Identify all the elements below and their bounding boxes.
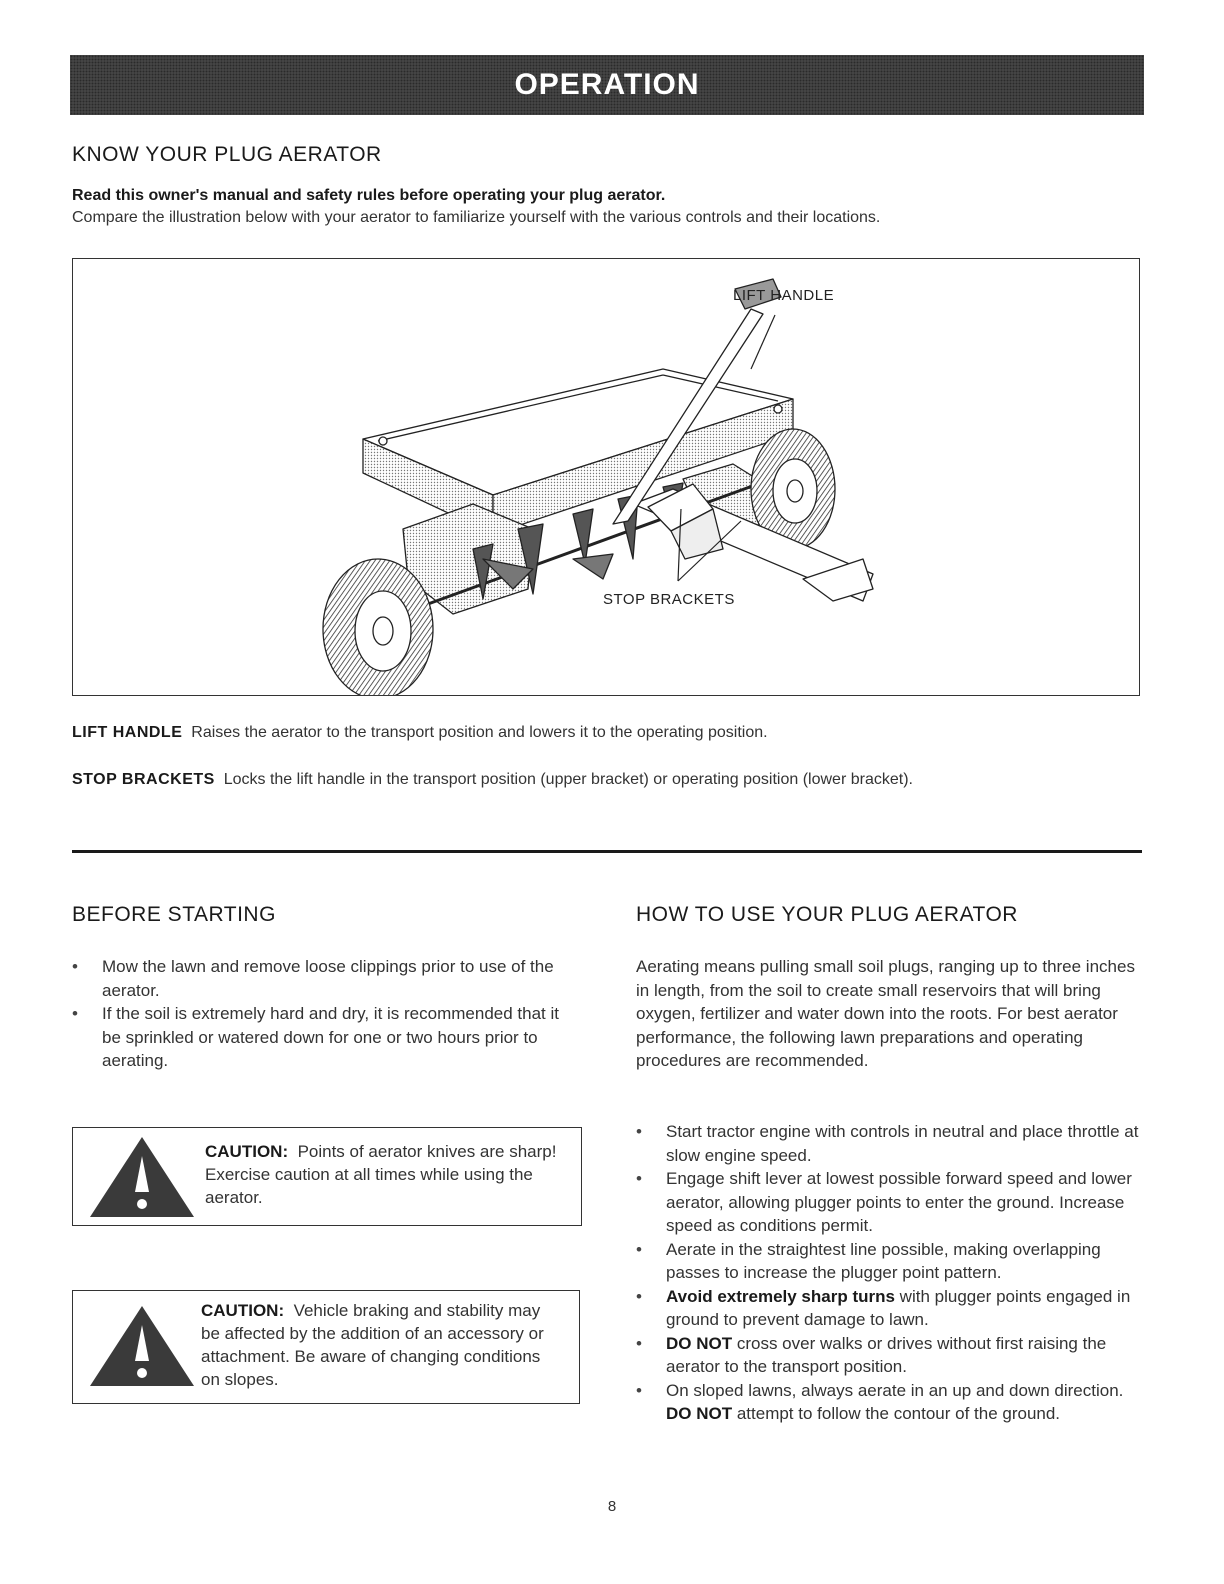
caution-label: CAUTION: <box>205 1142 289 1161</box>
page-title: OPERATION <box>514 68 700 101</box>
caution-label: CAUTION: <box>201 1301 285 1320</box>
caution-vehicle-body: Vehicle braking and stability may be affected by the addition of an accessory or attachment. Be aware of changing conditions on slopes. <box>201 1301 544 1389</box>
list-item: • Mow the lawn and remove loose clippings prior to use of the aerator. <box>72 955 582 1002</box>
list-item <box>636 1332 1146 1379</box>
emphasis: Avoid extremely sharp turns <box>666 1286 895 1306</box>
know-intro-bold: Read this owner's manual and safety rules before operating your plug aerator. <box>72 187 666 204</box>
list-item-text: On sloped lawns, always aerate in an up and down direction. <box>666 1380 1124 1400</box>
list-item: • Start tractor engine with controls in neutral and place throttle at slow engine speed. <box>636 1120 1146 1167</box>
howto-intro: Aerating means pulling small soil plugs, ranging up to three inches in length, from the soil to create small reservoirs that will bring oxygen, fertilizer and water down into the roots. For best aerator performance, the following lawn preparations and operating procedures are recommended. <box>636 957 1135 1070</box>
before-list <box>72 955 582 1073</box>
lift-handle-term: LIFT HANDLE <box>72 724 183 741</box>
section-divider <box>72 850 1142 853</box>
stop-brackets-term: STOP BRACKETS <box>72 771 215 788</box>
know-heading: KNOW YOUR PLUG AERATOR <box>72 143 382 166</box>
caution-box-vehicle <box>72 1290 580 1404</box>
warning-triangle-icon <box>87 1303 197 1389</box>
stop-brackets-desc: Locks the lift handle in the transport position (upper bracket) or operating position (lower bracket). <box>223 771 913 788</box>
howto-list <box>636 1120 1146 1426</box>
callout-lift-handle: LIFT HANDLE <box>733 287 835 304</box>
know-intro: Compare the illustration below with your aerator to familiarize yourself with the various controls and their locations. <box>72 209 881 226</box>
list-item-text: cross over walks or drives without first raising the aerator to the transport position. <box>666 1333 1107 1376</box>
emphasis: DO NOT <box>666 1333 733 1353</box>
howto-heading: HOW TO USE YOUR PLUG AERATOR <box>636 903 1018 926</box>
aerator-illustration <box>72 258 1140 696</box>
before-heading: BEFORE STARTING <box>72 903 276 926</box>
caution-vehicle-text <box>201 1299 561 1391</box>
callout-stop-brackets: STOP BRACKETS <box>603 591 735 608</box>
emphasis: DO NOT <box>666 1404 733 1423</box>
caution-knives-text <box>205 1140 565 1209</box>
list-item <box>636 1379 1146 1426</box>
caution-knives-body: Points of aerator knives are sharp! Exercise caution at all times while using the aerator. <box>205 1142 557 1207</box>
list-item: • Engage shift lever at lowest possible forward speed and lower aerator, allowing plugger points to enter the ground. Increase speed as conditions permit. <box>636 1167 1146 1238</box>
list-item <box>636 1285 1146 1332</box>
stop-brackets-description <box>72 770 913 790</box>
lift-handle-desc: Raises the aerator to the transport position and lowers it to the operating position. <box>191 724 768 741</box>
page-number: 8 <box>607 1498 617 1515</box>
list-item: • If the soil is extremely hard and dry, it is recommended that it be sprinkled or watered down for one or two hours prior to aerating. <box>72 1002 582 1073</box>
lift-handle-description <box>72 723 768 743</box>
operation-banner <box>70 55 1144 115</box>
caution-box-knives <box>72 1127 582 1226</box>
warning-triangle-icon <box>87 1134 197 1220</box>
list-item-text: with plugger points engaged in ground to prevent damage to lawn. <box>666 1286 1131 1329</box>
list-item: • Aerate in the straightest line possible, making overlapping passes to increase the plugger point pattern. <box>636 1238 1146 1285</box>
aerator-drawing <box>73 259 1139 695</box>
list-item-text: attempt to follow the contour of the ground. <box>732 1404 1061 1423</box>
